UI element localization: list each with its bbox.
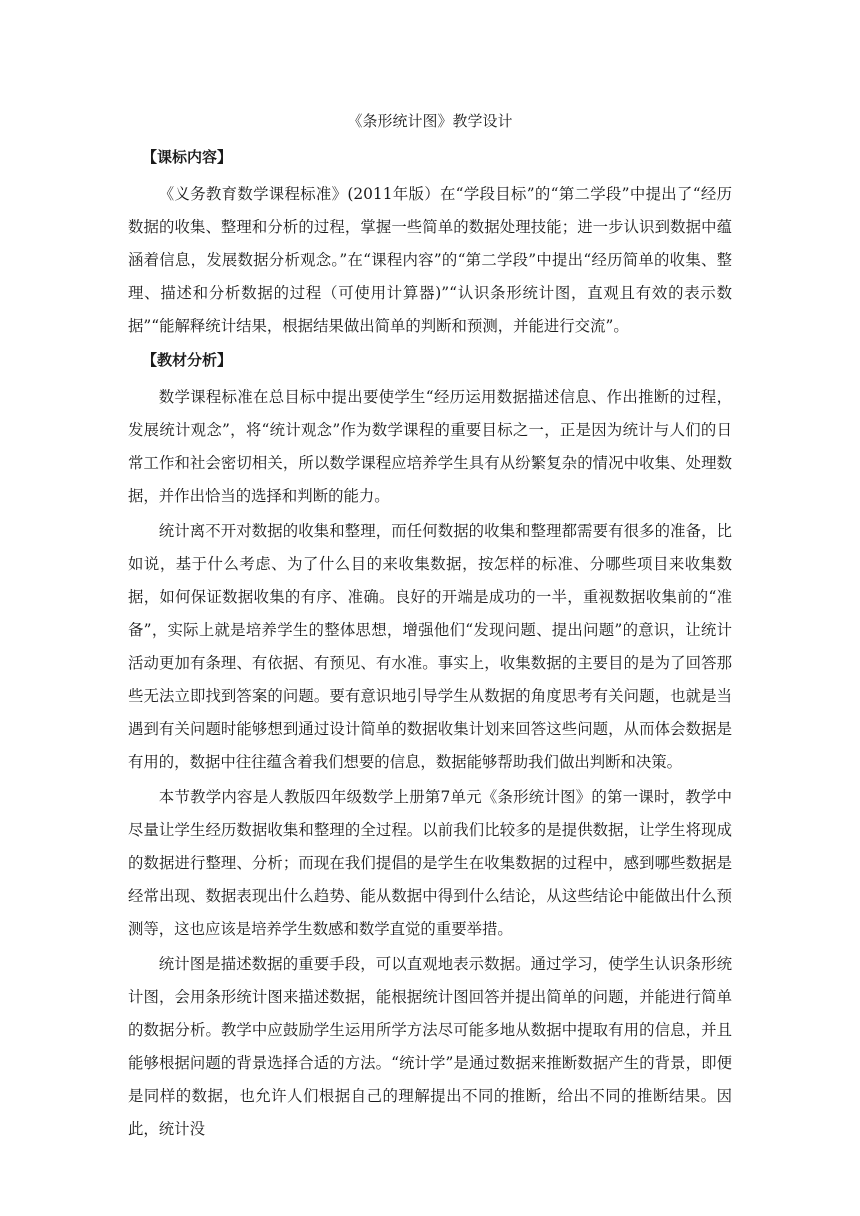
analysis-paragraph-1: 数学课程标准在总目标中提出要使学生“经历运用数据描述信息、作出推断的过程，发展统计观念”，将“统计观念”作为数学课程的重要目标之一，正是因为统计与人们的日常工作和社会密切相关，所以数学课程应培养学生具有从纷繁复杂的情况中收集、处理数据，并作出恰当的选择和判断的能力。 [128, 388, 732, 505]
analysis-paragraph-2: 统计离不开对数据的收集和整理，而任何数据的收集和整理都需要有很多的准备，比如说，基于什么考虑、为了什么目的来收集数据，按怎样的标准、分哪些项目来收集数据，如何保证数据收集的有序、准确。良好的开端是成功的一半，重视数据收集前的“准备”，实际上就是培养学生的整体思想，增强他们“发现问题、提出问题”的意识，让统计活动更加有条理、有依据、有预见、有水准。事实上，收集数据的主要目的是为了回答那些无法立即找到答案的问题。要有意识地引导学生从数据的角度思考有关问题，也就是当遇到有关问题时能够想到通过设计简单的数据收集计划来回答这些问题，从而体会数据是有用的，数据中往往蕴含着我们想要的信息，数据能够帮助我们做出判断和决策。 [128, 522, 732, 771]
curriculum-paragraph: 《义务教育数学课程标准》(2011年版）在“学段目标”的“第二学段”中提出了“经历数据的收集、整理和分析的过程，掌握一些简单的数据处理技能；进一步认识到数据中蕴涵着信息，发展数据分析观念。”在“课程内容”的“第二学段”中提出“经历简单的收集、整理、描述和分析数据的过程（可使用计算器)”“认识条形统计图，直观且有效的表示数据”“能解释统计结果，根据结果做出简单的判断和预测，并能进行交流”。 [128, 185, 732, 335]
section-heading-curriculum: 【课标内容】 [142, 148, 233, 166]
section-heading-textbook-analysis: 【教材分析】 [142, 351, 233, 369]
document-title: 《条形统计图》教学设计 [347, 112, 513, 130]
analysis-paragraph-3: 本节教学内容是人教版四年级数学上册第7单元《条形统计图》的第一课时，教学中尽量让学生经历数据收集和整理的全过程。以前我们比较多的是提供数据，让学生将现成的数据进行整理、分析；而现在我们提倡的是学生在收集数据的过程中，感到哪些数据是经常出现、数据表现出什么趋势、能从数据中得到什么结论，从这些结论中能做出什么预测等，这也应该是培养学生数感和数学直觉的重要举措。 [128, 788, 732, 938]
analysis-paragraph-4: 统计图是描述数据的重要手段，可以直观地表示数据。通过学习，使学生认识条形统计图，会用条形统计图来描述数据，能根据统计图回答并提出简单的问题，并能进行简单的数据分析。教学中应鼓励学生运用所学方法尽可能多地从数据中提取有用的信息，并且能够根据问题的背景选择合适的方法。“统计学”是通过数据来推断数据产生的背景，即便是同样的数据，也允许人们根据自己的理解提出不同的推断，给出不同的推断结果。因此，统计没 [128, 955, 732, 1138]
document-body [128, 106, 732, 1148]
